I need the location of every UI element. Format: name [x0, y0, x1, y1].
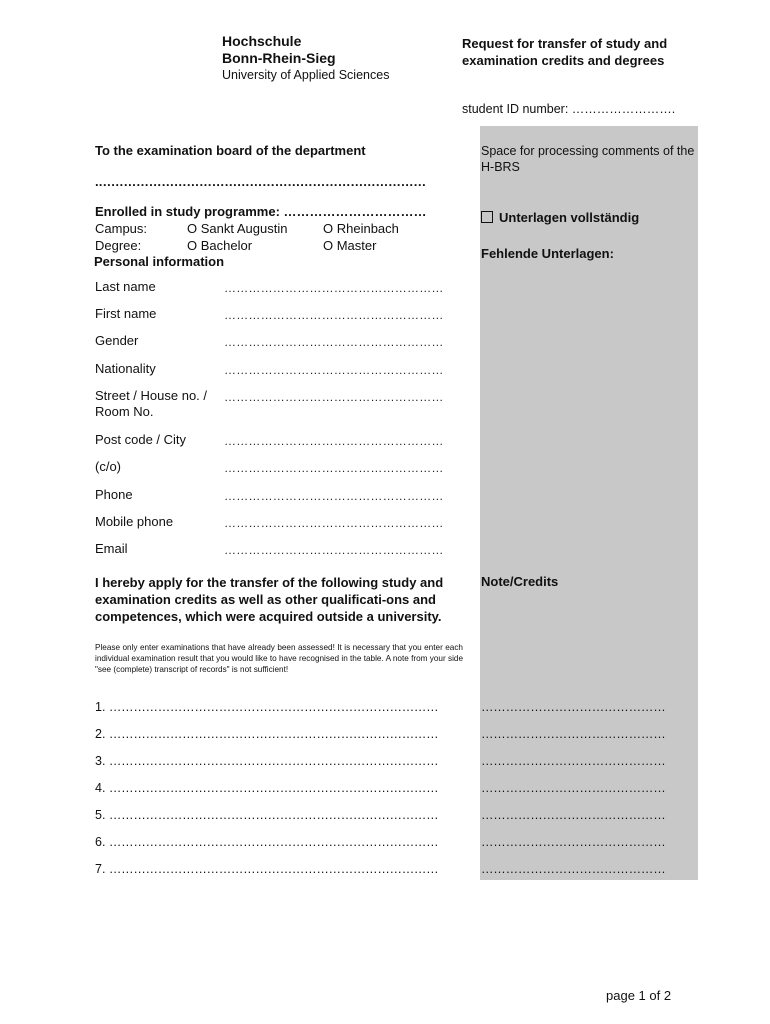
- checkbox-icon[interactable]: [481, 211, 493, 223]
- credit-grade-field[interactable]: ………………………………………: [481, 835, 666, 849]
- row-number: 6.: [95, 835, 106, 849]
- credit-row[interactable]: [95, 700, 438, 714]
- credit-entry-field[interactable]: ………………………………………………………………………: [108, 700, 439, 714]
- credit-entry-field[interactable]: ………………………………………………………………………: [108, 727, 439, 741]
- page-number: page 1 of 2: [606, 988, 672, 1003]
- campus-option-sankt-augustin[interactable]: O Sankt Augustin: [187, 221, 288, 236]
- row-number: 3.: [95, 754, 106, 768]
- first-name-field[interactable]: ………………………………………………: [224, 308, 444, 322]
- first-name-label: First name: [95, 306, 157, 321]
- uni-line-2: Bonn-Rhein-Sieg: [222, 50, 336, 66]
- credit-grade-field[interactable]: ………………………………………: [481, 700, 666, 714]
- nationality-label: Nationality: [95, 361, 156, 376]
- row-number: 7.: [95, 862, 106, 876]
- nationality-field[interactable]: ………………………………………………: [224, 363, 444, 377]
- care-of-label: (c/o): [95, 459, 121, 474]
- campus-option-rheinbach[interactable]: O Rheinbach: [323, 221, 399, 236]
- street-label: Street / House no. / Room No.: [95, 388, 208, 419]
- processing-comments-label: Space for processing comments of the H-BRS: [481, 144, 695, 174]
- instructions-note: Please only enter examinations that have already been assessed! It is necessary that you enter each individual examination result that you would like to have recognised in the table. A note from your side "see (complete) transcript of records" is not sufficient!: [95, 643, 463, 674]
- gender-field[interactable]: ………………………………………………: [224, 335, 444, 349]
- email-label: Email: [95, 541, 128, 556]
- form-title: Request for transfer of study and examination credits and degrees: [462, 36, 668, 68]
- campus-label: Campus:: [95, 221, 148, 236]
- credit-grade-field[interactable]: ………………………………………: [481, 754, 666, 768]
- personal-info-heading: Personal information: [94, 254, 225, 269]
- care-of-field[interactable]: ………………………………………………: [224, 461, 444, 475]
- credit-grade-field[interactable]: ………………………………………: [481, 781, 666, 795]
- mobile-phone-label: Mobile phone: [95, 514, 174, 529]
- phone-field[interactable]: ………………………………………………: [224, 489, 444, 503]
- credit-row[interactable]: [95, 835, 438, 849]
- mobile-phone-field[interactable]: ………………………………………………: [224, 516, 444, 530]
- street-field[interactable]: ………………………………………………: [224, 390, 444, 404]
- post-code-city-label: Post code / City: [95, 432, 187, 447]
- post-code-city-field[interactable]: ………………………………………………: [224, 434, 444, 448]
- row-number: 5.: [95, 808, 106, 822]
- university-name: [222, 33, 389, 84]
- credit-row[interactable]: [95, 808, 438, 822]
- credit-entry-field[interactable]: ………………………………………………………………………: [108, 835, 439, 849]
- credit-grade-field[interactable]: ………………………………………: [481, 727, 666, 741]
- phone-label: Phone: [95, 487, 133, 502]
- credit-row[interactable]: [95, 781, 438, 795]
- email-field[interactable]: ………………………………………………: [224, 543, 444, 557]
- credit-entry-field[interactable]: ………………………………………………………………………: [108, 808, 439, 822]
- last-name-field[interactable]: ………………………………………………: [224, 281, 444, 295]
- application-statement: I hereby apply for the transfer of the following study and examination credits as well as other qualificati-ons and competences, which were acquired outside a university.: [95, 575, 444, 624]
- documents-complete-checkbox[interactable]: [481, 210, 639, 225]
- last-name-label: Last name: [95, 279, 156, 294]
- note-credits-heading: Note/Credits: [481, 574, 559, 589]
- credit-row[interactable]: [95, 862, 438, 876]
- row-number: 4.: [95, 781, 106, 795]
- credit-entry-field[interactable]: ………………………………………………………………………: [108, 862, 439, 876]
- row-number: 2.: [95, 727, 106, 741]
- degree-option-bachelor[interactable]: O Bachelor: [187, 238, 253, 253]
- documents-complete-label: Unterlagen vollständig: [499, 210, 640, 225]
- gender-label: Gender: [95, 333, 139, 348]
- credit-row[interactable]: [95, 754, 438, 768]
- uni-line-1: Hochschule: [222, 33, 302, 49]
- degree-label: Degree:: [95, 238, 142, 253]
- credit-entry-field[interactable]: ………………………………………………………………………: [108, 754, 439, 768]
- credit-entry-field[interactable]: ………………………………………………………………………: [108, 781, 439, 795]
- examination-board-label: To the examination board of the department: [95, 143, 366, 158]
- credit-grade-field[interactable]: ………………………………………: [481, 808, 666, 822]
- credit-grade-field[interactable]: ………………………………………: [481, 862, 666, 876]
- department-field[interactable]: .……………………………………………………………………: [95, 174, 426, 189]
- degree-option-master[interactable]: O Master: [323, 238, 377, 253]
- row-number: 1.: [95, 700, 106, 714]
- student-id-field[interactable]: student ID number: …………………….: [462, 102, 676, 116]
- missing-documents-label: Fehlende Unterlagen:: [481, 246, 614, 261]
- uni-line-3: University of Applied Sciences: [222, 68, 390, 82]
- study-programme-field[interactable]: Enrolled in study programme: ……………………………: [95, 204, 427, 219]
- credit-row[interactable]: [95, 727, 438, 741]
